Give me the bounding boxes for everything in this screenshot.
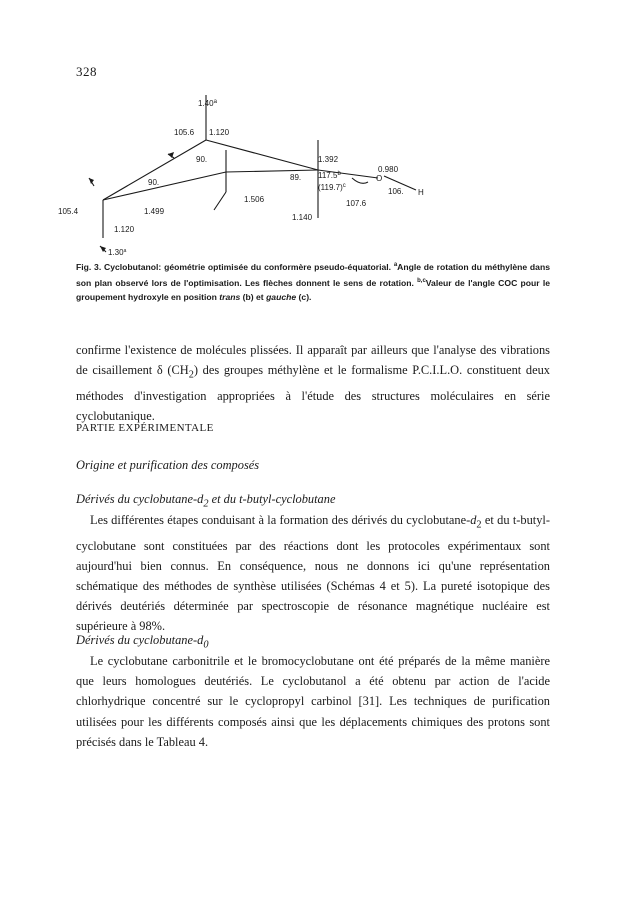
hydrogen-atom-label: H — [418, 188, 424, 197]
label-bond-1-120-top: 1.120 — [209, 128, 230, 137]
label-bond-1-120-bottom: 1.120 — [114, 225, 135, 234]
ring-bond-bottom-left — [103, 172, 226, 200]
figure-caption: Fig. 3. Cyclobutanol: géométrie optimisée du conformère pseudo-équatorial. $^a$Angle de rotation du méthylène dans son plan observé lors de l'optimisation. Les flèches donnent le sens de rotation. $^{b,c}$Valeur de l'angle COC pour le groupement hydroxyle en position trans (b) et gauche (c). — [76, 261, 551, 303]
oxygen-atom-label: O — [376, 174, 383, 183]
subsubsection-title-d2: Dérivés du cyclobutane-$d_2$ et du t-butyl-cyclobutane — [76, 492, 336, 510]
cyclobutanol-diagram — [56, 90, 576, 260]
label-coc-angle-b: 117.5$^b$ — [318, 171, 341, 180]
ring-lower-bond — [214, 192, 226, 210]
page-number: 328 — [76, 64, 97, 79]
label-angle-90-top: 90. — [196, 155, 208, 164]
label-coc-angle-c: $(119.7)^c$ — [318, 183, 346, 192]
paragraph-d0-preparation: Le cyclobutane carbonitrile et le bromocyclobutane ont été préparés de la même manière que leurs homologues deutériés. Le cyclobutanol a été obtenu par action de l'acide chlorhydrique concentré sur le cyclopropyl carbinol [31]. Les techniques de purification utilisées pour les différents composés ainsi que les déplacements chimiques des protons sont précisés dans le Tableau 4. — [76, 654, 550, 749]
paragraph-conclusion: confirme l'existence de molécules plissées. Il apparaît par ailleurs que l'analyse des vibrations de cisaillement δ $(CH_2)$ des groupes méthylène et le formalisme P.C.I.L.O. constituent deux méthodes d'investigation appropriées à l'étude des structures moléculaires en série cyclobutanique. — [76, 343, 550, 424]
label-oh-bond-0-980: 0.980 — [378, 165, 399, 174]
ring-bond-bottom-right — [226, 170, 318, 172]
label-bond-105-6: 105.6 — [174, 128, 195, 137]
paragraph-d2-synthesis: Les différentes étapes conduisant à la formation des dérivés du cyclobutane-$d_2$ et du t-butyl-cyclobutane sont constituées par des réactions dont les protocoles expérimentaux sont aujourd'hui bien connus. En conséquence, nous ne donnons ici qu'une représentation schématique des méthodes de synthèse utilisées (Schémas 4 et 5). La pureté isotopique des dérivés deutériés déterminée par spectroscopie de résonance magnétique nucléaire est supérieure à 98%. — [76, 513, 550, 634]
subsection-title: Origine et purification des composés — [76, 458, 260, 472]
label-top-angle: 1.40$^a$ — [198, 99, 217, 108]
label-bond-1-499: 1.499 — [144, 207, 165, 216]
subsubsection-title-d0: Dérivés du cyclobutane-$d_0$ — [76, 633, 209, 651]
label-angle-105-4: 105.4 — [58, 207, 79, 216]
molecule-geometry-figure — [56, 90, 576, 260]
label-bond-1-392: 1.392 — [318, 155, 339, 164]
section-title: PARTIE EXPÉRIMENTALE — [76, 422, 214, 434]
coc-angle-arc — [352, 178, 368, 183]
ring-bond-top-left — [103, 140, 206, 200]
ring-bond-top-right — [206, 140, 318, 170]
label-bottom-angle: 1.30$^a$ — [108, 248, 127, 257]
label-bond-1-140: 1.140 — [292, 213, 313, 222]
label-angle-107-6: 107.6 — [346, 199, 367, 208]
label-bond-1-506: 1.506 — [244, 195, 265, 204]
label-angle-90-left: 90. — [148, 178, 160, 187]
label-angle-89: 89. — [290, 173, 302, 182]
label-angle-106: 106. — [388, 187, 404, 196]
rotation-arrow-left-head — [89, 178, 94, 184]
